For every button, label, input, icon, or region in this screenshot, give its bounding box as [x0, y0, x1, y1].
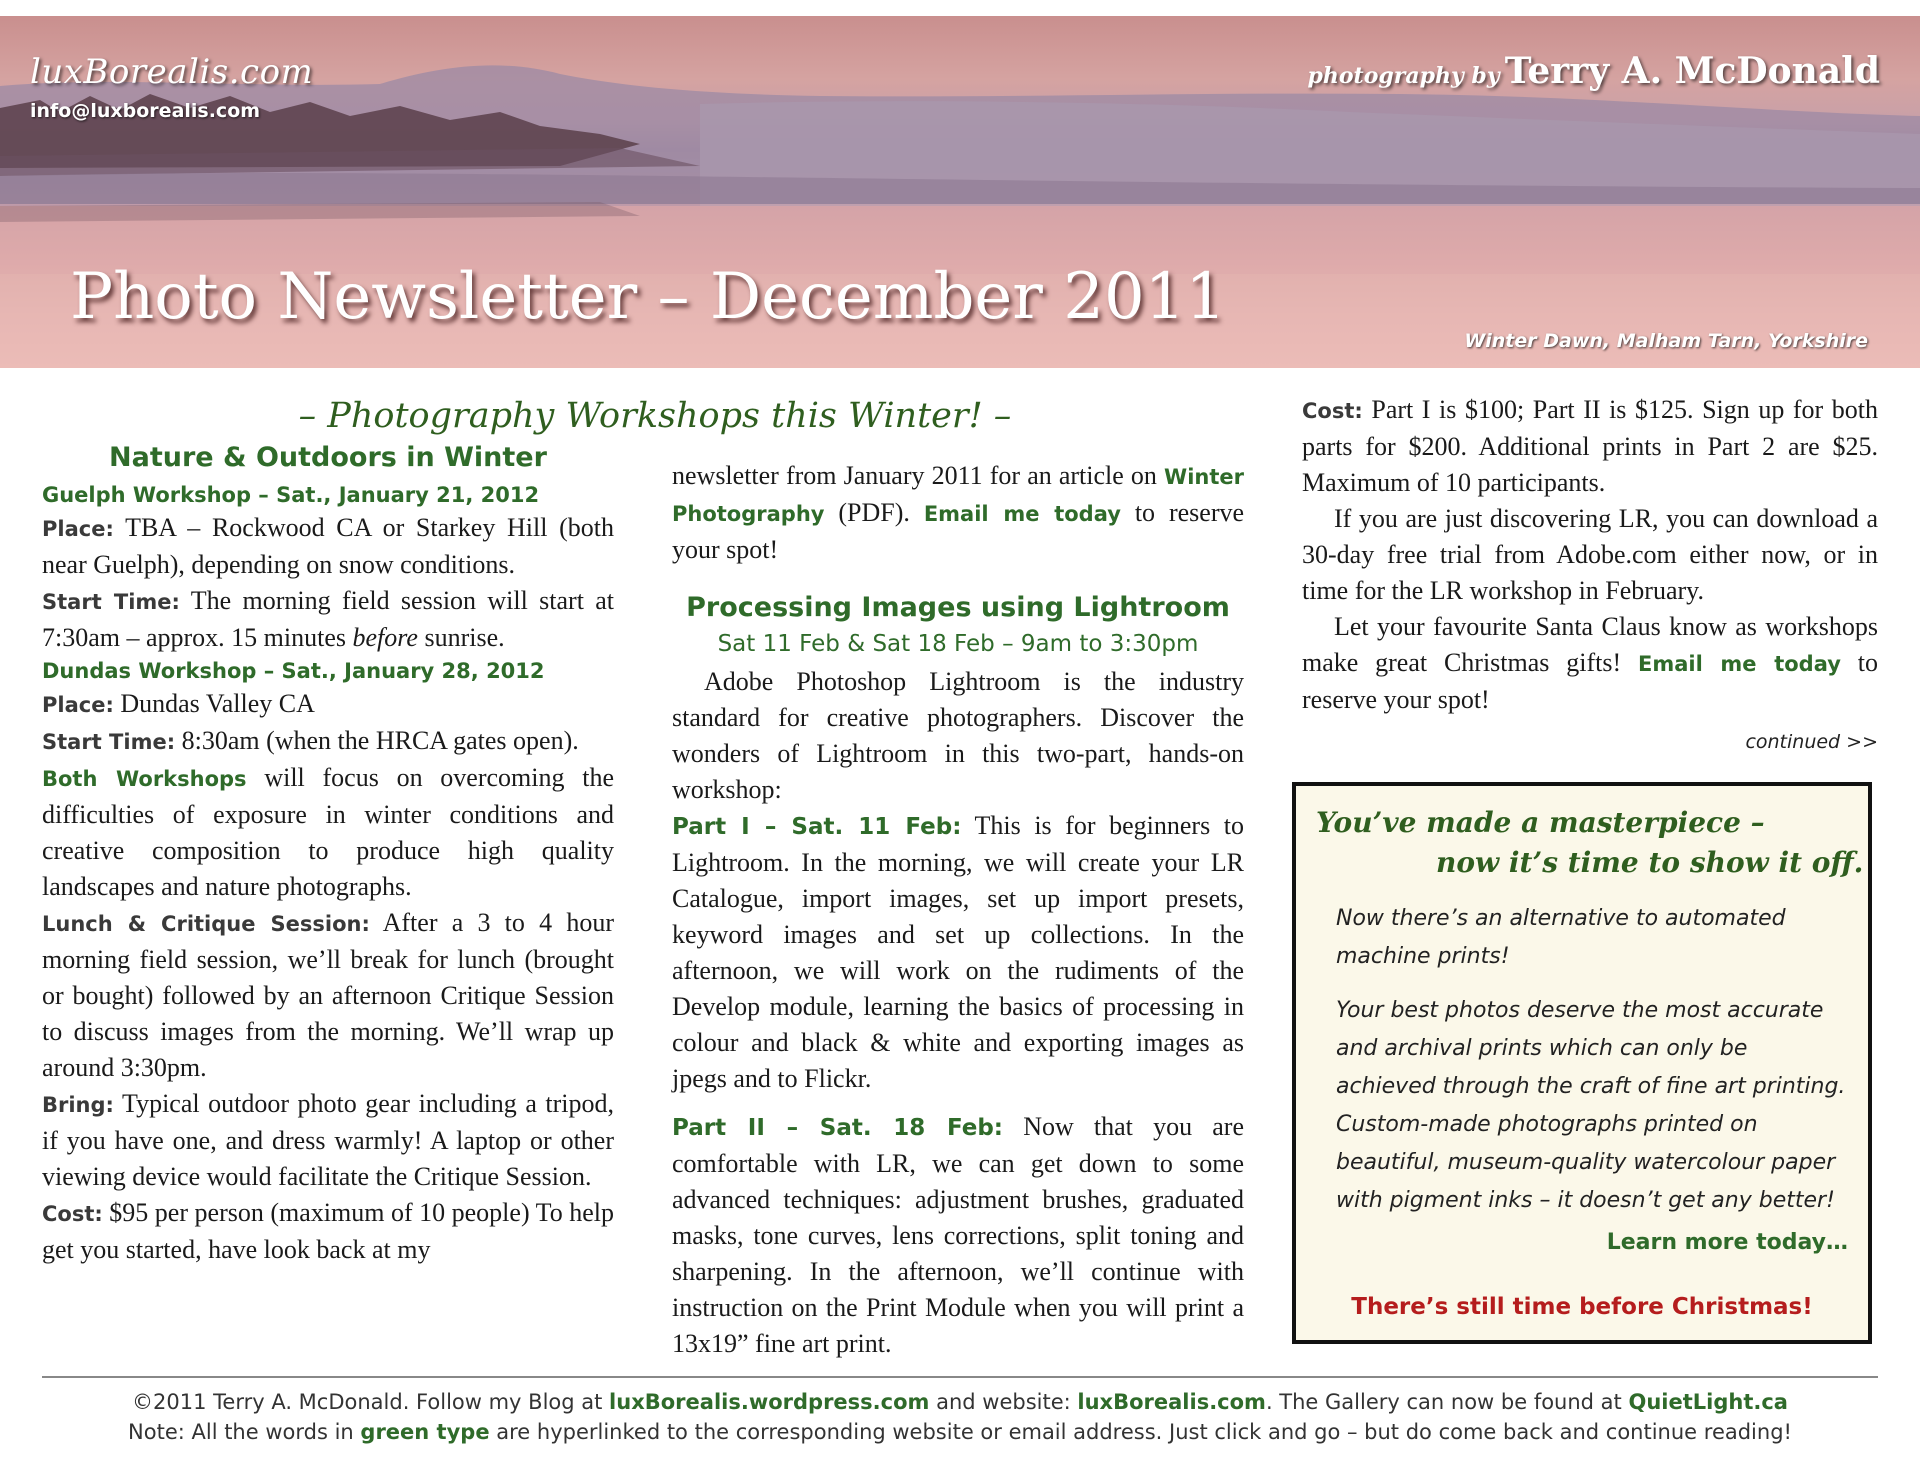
email-link[interactable]: info@luxborealis.com — [30, 100, 261, 122]
promo-heading-1: You’ve made a masterpiece – — [1316, 806, 1765, 839]
santa-text-2: to reserve your spot! — [1302, 648, 1878, 714]
nature-heading: Nature & Outdoors in Winter — [109, 442, 547, 473]
dundas-place-text: Dundas Valley CA — [120, 689, 315, 718]
winter-photography-link[interactable]: Winter Photography — [672, 465, 1244, 526]
footer-text-a: ©2011 Terry A. McDonald. Follow my Blog at — [132, 1390, 603, 1414]
lightroom-intro: Adobe Photoshop Lightroom is the industry standard for creative photographers. Discover the wonders of Lightroom in this two-part, hands-on workshop: — [672, 667, 1244, 804]
column-cost-info — [1302, 392, 1878, 760]
lr-cost-text: Part I is $100; Part II is $125. Sign up for both parts for $200. Additional prints in Part 2 are $25. Maximum of 10 participants. — [1302, 395, 1879, 497]
cont-text-1: newsletter from January 2011 for an article on — [672, 461, 1157, 490]
footer-divider — [42, 1376, 1878, 1378]
promo-para-1: Now there’s an alternative to automated machine prints! — [1336, 906, 1786, 969]
bring-label: Bring: — [42, 1093, 114, 1117]
cost-label: Cost: — [42, 1202, 103, 1226]
lunch-text: After a 3 to 4 hour morning field session, we’ll break for lunch (brought or bought) followed by an afternoon Critique Session to discuss images from the morning. We’ll wrap up around 3:30pm. — [42, 908, 614, 1082]
guelph-heading: Guelph Workshop – Sat., January 21, 2012 — [42, 483, 540, 507]
col3-email-link[interactable]: Email me today — [1637, 652, 1841, 676]
lr-cost-label: Cost: — [1302, 399, 1363, 423]
print-promo-box — [1292, 782, 1872, 1344]
site-logo-text[interactable]: luxBorealis.com — [30, 52, 314, 92]
guelph-start-em: before — [352, 623, 418, 652]
part2-text: Now that you are comfortable with LR, we can get down to some advanced techniques: adjustment brushes, graduated masks, tone curves, lens corrections, split toning and sharpening. In the afternoon, we’ll continue with instruction on the Print Module when you will print a 13x19” fine art print. — [672, 1112, 1244, 1358]
footer-note-b: are hyperlinked to the corresponding website or email address. Just click and go – but do come back and continue reading! — [496, 1420, 1792, 1444]
header-banner — [0, 16, 1920, 368]
dundas-start-label: Start Time: — [42, 730, 176, 754]
newsletter-title: Photo Newsletter – December 2011 — [70, 260, 1227, 334]
dundas-place-label: Place: — [42, 693, 114, 717]
dundas-heading: Dundas Workshop – Sat., January 28, 2012 — [42, 659, 545, 683]
learn-more-link[interactable]: Learn more today… — [1606, 1230, 1848, 1255]
promo-para-2: Your best photos deserve the most accurate and archival prints which can only be achieved through the craft of fine art printing. Custom-made photographs printed on beautiful, museum-quality watercolour paper with pigment inks – it doesn’t get any better! — [1336, 998, 1846, 1213]
website-link[interactable]: luxBorealis.com — [1077, 1390, 1266, 1414]
guelph-start-text-1: The morning field session will start at 7:30am – approx. 15 minutes — [42, 586, 615, 652]
footer-line-1 — [0, 1390, 1920, 1414]
footer-text-c: . The Gallery can now be found at — [1265, 1390, 1622, 1414]
promo-heading-2: now it’s time to show it off. — [1436, 846, 1864, 879]
guelph-start-text-2: sunrise. — [424, 623, 505, 652]
byline-prefix: photography by — [1307, 63, 1500, 89]
gallery-link[interactable]: QuietLight.ca — [1628, 1390, 1788, 1414]
guelph-start-label: Start Time: — [42, 590, 180, 614]
both-workshops-text: will focus on overcoming the difficulties of exposure in winter conditions and creative composition to produce high quality landscapes and nature photographs. — [42, 763, 615, 901]
santa-text: Let your favourite Santa Claus know as workshops make great Christmas gifts! — [1302, 612, 1878, 677]
guelph-place-label: Place: — [42, 517, 114, 541]
christmas-notice: There’s still time before Christmas! — [1351, 1294, 1813, 1320]
column-lightroom — [672, 458, 1244, 1362]
continued-link[interactable]: continued >> — [1745, 731, 1878, 753]
guelph-place-text: TBA – Rockwood CA or Starkey Hill (both near Guelph), depending on snow conditions. — [42, 513, 614, 579]
cont-text-2: (PDF). — [838, 498, 910, 527]
byline-name: Terry A. McDonald — [1504, 50, 1880, 92]
blog-link[interactable]: luxBorealis.wordpress.com — [609, 1390, 930, 1414]
part2-label: Part II – Sat. 18 Feb: — [672, 1115, 1003, 1141]
both-workshops-link[interactable]: Both Workshops — [42, 767, 247, 791]
part1-label: Part I – Sat. 11 Feb: — [672, 814, 962, 840]
green-type-text: green type — [360, 1420, 490, 1444]
dundas-start-text: 8:30am (when the HRCA gates open). — [181, 726, 579, 755]
footer-text-b: and website: — [936, 1390, 1071, 1414]
cont-text-3: to reserve your spot! — [672, 498, 1245, 564]
column-nature-workshops — [42, 392, 614, 1268]
workshops-title: – Photography Workshops this Winter! – — [298, 396, 1012, 436]
lunch-label: Lunch & Critique Session: — [42, 912, 370, 936]
footer-line-2 — [0, 1420, 1920, 1444]
footer-note-a: Note: All the words in — [128, 1420, 354, 1444]
discover-text: If you are just discovering LR, you can download a 30-day free trial from Adobe.com either now, or in time for the LR workshop in February. — [1302, 504, 1878, 605]
email-me-today-link[interactable]: Email me today — [923, 502, 1121, 526]
photo-caption: Winter Dawn, Malham Tarn, Yorkshire — [1464, 330, 1868, 352]
bring-text: Typical outdoor photo gear including a tripod, if you have one, and dress warmly! A laptop or other viewing device would facilitate the Critique Session. — [42, 1089, 614, 1191]
lightroom-heading: Processing Images using Lightroom — [686, 592, 1230, 623]
byline — [1308, 50, 1881, 92]
part1-text: This is for beginners to Lightroom. In the morning, we will create your LR Catalogue, import images, set up import presets, keyword images and set up collections. In the afternoon, we will work on the rudiments of the Develop module, learning the basics of processing in colour and black & white and exporting images as jpegs and to Flickr. — [672, 811, 1245, 1093]
cost-text: $95 per person (maximum of 10 people) To help get you started, have look back at my — [42, 1198, 614, 1264]
lightroom-dates: Sat 11 Feb & Sat 18 Feb – 9am to 3:30pm — [717, 631, 1199, 657]
